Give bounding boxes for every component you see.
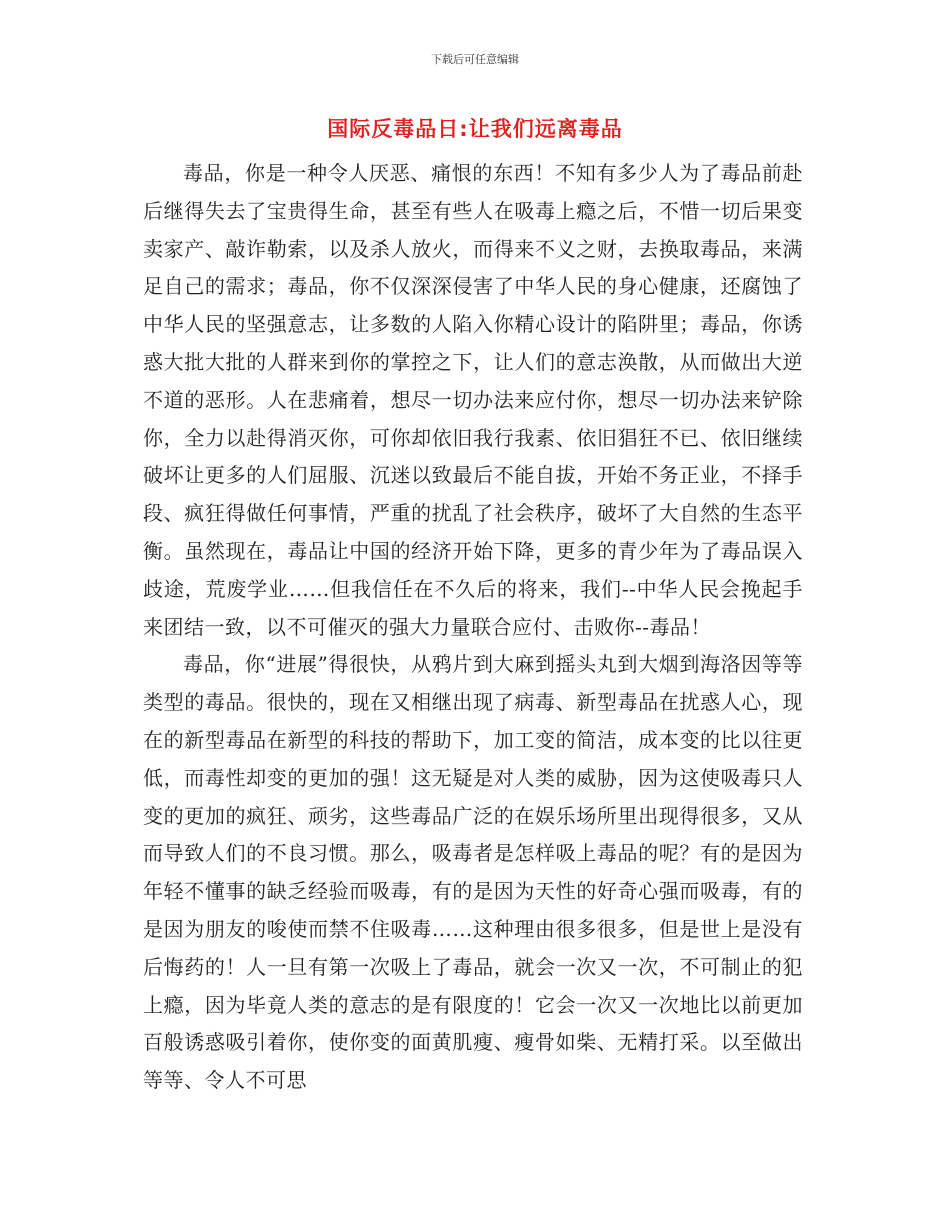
document-body <box>143 155 803 1100</box>
page-header-note: 下载后可任意编辑 <box>431 53 519 66</box>
paragraph-1: 毒品，你是一种令人厌恶、痛恨的东西！不知有多少人为了毒品前赴后继得失去了宝贵得生命，甚至有些人在吸毒上瘾之后，不惜一切后果变卖家产、敲诈勒索，以及杀人放火，而得来不义之财，去换取毒品，来满足自己的需求；毒品，你不仅深深侵害了中华人民的身心健康，还腐蚀了中华人民的坚强意志，让多数的人陷入你精心设计的陷阱里；毒品，你诱惑大批大批的人群来到你的掌控之下，让人们的意志涣散，从而做出大逆不道的恶形。人在悲痛着，想尽一切办法来应付你，想尽一切办法来铲除你，全力以赴得消灭你，可你却依旧我行我素、依旧猖狂不已、依旧继续破坏让更多的人们屈服、沉迷以致最后不能自拔，开始不务正业，不择手段、疯狂得做任何事情，严重的扰乱了社会秩序，破坏了大自然的生态平衡。虽然现在，毒品让中国的经济开始下降，更多的青少年为了毒品误入歧途，荒废学业……但我信任在不久后的将来，我们--中华人民会挽起手来团结一致，以不可催灭的强大力量联合应付、击败你--毒品！ <box>143 161 803 639</box>
document-title: 国际反毒品日:让我们远离毒品 <box>327 117 623 141</box>
paragraph-2: 毒品，你“进展”得很快，从鸦片到大麻到摇头丸到大烟到海洛因等等类型的毒品。很快的，现在又相继出现了病毒、新型毒品在扰惑人心，现在的新型毒品在新型的科技的帮助下，加工变的简洁，成本变的比以往更低，而毒性却变的更加的强！这无疑是对人类的威胁，因为这使吸毒只人变的更加的疯狂、顽劣，这些毒品广泛的在娱乐场所里出现得很多，又从而导致人们的不良习惯。那么，吸毒者是怎样吸上毒品的呢？有的是因为年轻不懂事的缺乏经验而吸毒，有的是因为天性的好奇心强而吸毒，有的是因为朋友的唆使而禁不住吸毒……这种理由很多很多，但是世上是没有后悔药的！人一旦有第一次吸上了毒品，就会一次又一次，不可制止的犯上瘾，因为毕竟人类的意志的是有限度的！它会一次又一次地比以前更加百般诱惑吸引着你，使你变的面黄肌瘦、瘦骨如柴、无精打采。以至做出等等、令人不可思 <box>143 652 803 1093</box>
